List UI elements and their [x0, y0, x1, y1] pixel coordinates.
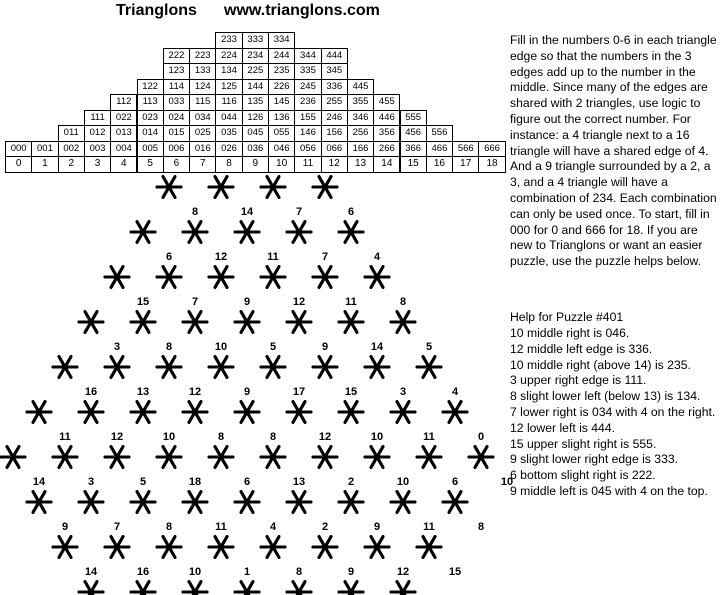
index-cell: 6	[163, 156, 190, 173]
help-item: 8 slight lower left (below 13) is 134.	[510, 389, 701, 404]
triangle-number: 14	[32, 475, 46, 488]
grid-vertex	[313, 357, 337, 378]
combo-cell: 223	[189, 48, 216, 65]
grid-vertex	[183, 582, 207, 595]
grid-vertex	[339, 222, 363, 243]
triangle-number: 9	[347, 565, 355, 578]
triangle-number: 12	[214, 250, 228, 263]
triangle-number: 13	[136, 385, 150, 398]
index-cell: 5	[137, 156, 164, 173]
help-item: 7 lower right is 034 with 4 on the right.	[510, 404, 716, 419]
triangle-number: 9	[373, 520, 381, 533]
triangle-number: 15	[344, 385, 358, 398]
triangle-number: 10	[396, 475, 410, 488]
triangle-number: 10	[188, 565, 202, 578]
combo-cell: 346	[347, 110, 374, 127]
index-cell: 2	[58, 156, 85, 173]
triangle-numbers	[33, 206, 513, 595]
grid-vertex	[287, 492, 311, 513]
grid-vertex	[131, 582, 155, 595]
combo-cell: 444	[321, 48, 348, 65]
triangle-number: 14	[370, 340, 384, 353]
grid-vertex	[365, 267, 389, 288]
combo-cell: 036	[242, 141, 269, 158]
triangle-number: 4	[373, 250, 381, 263]
grid-vertex	[287, 222, 311, 243]
grid-vertex	[469, 447, 493, 468]
grid-vertex	[209, 357, 233, 378]
combo-cell: 255	[321, 94, 348, 111]
grid-vertex	[131, 222, 155, 243]
combo-cell: 246	[321, 110, 348, 127]
combo-cell: 333	[242, 32, 269, 49]
grid-vertex	[131, 312, 155, 333]
combo-cell: 145	[268, 94, 295, 111]
combo-cell: 003	[84, 141, 111, 158]
triangle-number: 7	[113, 520, 121, 533]
triangle-number: 7	[191, 295, 199, 308]
help-item: 15 upper slight right is 555.	[510, 436, 657, 451]
triangle-number: 11	[267, 250, 279, 263]
index-cell: 0	[5, 156, 32, 173]
triangle-number: 14	[240, 205, 254, 218]
grid-vertex	[339, 312, 363, 333]
triangle-number: 10	[214, 340, 228, 353]
grid-vertex	[105, 357, 129, 378]
combo-cell: 125	[215, 79, 242, 96]
grid-vertex	[287, 312, 311, 333]
combo-cell: 001	[31, 141, 58, 158]
grid-vertex	[235, 312, 259, 333]
combo-cell: 234	[242, 48, 269, 65]
grid-vertex	[209, 447, 233, 468]
combo-cell: 236	[294, 94, 321, 111]
help-item: 9 slight lower right edge is 333.	[510, 452, 679, 467]
combo-cell: 144	[242, 79, 269, 96]
index-cell: 18	[478, 156, 505, 173]
triangle-number: 8	[295, 565, 303, 578]
index-cell: 8	[215, 156, 242, 173]
combo-cell: 056	[294, 141, 321, 158]
triangle-number: 16	[136, 565, 150, 578]
combo-cell: 244	[268, 48, 295, 65]
grid-vertex	[235, 492, 259, 513]
triangle-number: 5	[269, 340, 277, 353]
index-cell: 12	[321, 156, 348, 173]
combo-cell: 016	[189, 141, 216, 158]
combo-cell: 116	[215, 94, 242, 111]
combo-cell: 035	[215, 125, 242, 142]
grid-vertex	[235, 582, 259, 595]
triangle-number: 12	[292, 295, 306, 308]
combination-table	[0, 0, 500, 180]
triangle-number: 9	[321, 340, 329, 353]
grid-vertex	[131, 492, 155, 513]
grid-vertex	[365, 447, 389, 468]
grid-vertex	[183, 402, 207, 423]
combo-cell: 055	[268, 125, 295, 142]
combo-cell: 566	[452, 141, 479, 158]
grid-vertex	[339, 582, 363, 595]
combo-cell: 235	[268, 63, 295, 80]
combo-cell: 456	[400, 125, 427, 142]
combo-cell: 166	[347, 141, 374, 158]
grid-vertex	[287, 582, 311, 595]
combo-cell: 006	[163, 141, 190, 158]
grid-vertex	[183, 222, 207, 243]
triangle-number: 5	[425, 340, 433, 353]
grid-vertex	[157, 357, 181, 378]
combo-cell: 111	[84, 110, 111, 127]
grid-vertex	[261, 447, 285, 468]
combo-cell: 156	[321, 125, 348, 142]
combo-cell: 004	[110, 141, 137, 158]
combo-cell: 123	[163, 63, 190, 80]
grid-vertex	[365, 357, 389, 378]
triangle-number: 12	[396, 565, 410, 578]
combo-cell: 122	[137, 79, 164, 96]
combo-cell: 124	[189, 79, 216, 96]
triangle-number: 8	[399, 295, 407, 308]
combo-cell: 455	[373, 94, 400, 111]
triangle-number: 11	[345, 295, 357, 308]
grid-vertex	[183, 312, 207, 333]
triangle-number: 12	[188, 385, 202, 398]
grid-vertex	[235, 402, 259, 423]
grid-vertex	[391, 402, 415, 423]
grid-vertex	[157, 537, 181, 558]
grid-vertex	[157, 267, 181, 288]
combo-cell: 045	[242, 125, 269, 142]
combo-cell: 023	[137, 110, 164, 127]
combo-cell: 224	[215, 48, 242, 65]
combo-cell: 002	[58, 141, 85, 158]
triangle-number: 3	[113, 340, 121, 353]
grid-vertex	[27, 402, 51, 423]
triangle-number: 5	[139, 475, 147, 488]
combo-cell: 133	[189, 63, 216, 80]
triangle-number: 18	[188, 475, 202, 488]
help-item: 6 bottom slight right is 222.	[510, 468, 656, 483]
triangle-number: 9	[61, 520, 69, 533]
combo-cell: 356	[373, 125, 400, 142]
triangle-number: 8	[217, 430, 225, 443]
triangle-number: 8	[477, 520, 485, 533]
grid-vertex	[313, 177, 337, 198]
combo-cell: 366	[400, 141, 427, 158]
combo-cell: 134	[215, 63, 242, 80]
combo-cell: 256	[347, 125, 374, 142]
combo-cell: 556	[426, 125, 453, 142]
grid-vertex	[53, 537, 77, 558]
index-cell: 7	[189, 156, 216, 173]
combo-cell: 066	[321, 141, 348, 158]
index-cell: 14	[373, 156, 400, 173]
combo-cell: 222	[163, 48, 190, 65]
triangle-number: 11	[423, 430, 435, 443]
combo-cell: 046	[268, 141, 295, 158]
combo-cell: 666	[478, 141, 505, 158]
help-title: Help for Puzzle #401	[510, 310, 624, 324]
grid-vertex	[1, 447, 25, 468]
combo-cell: 146	[294, 125, 321, 142]
index-cell: 4	[110, 156, 137, 173]
combo-cell: 446	[373, 110, 400, 127]
combo-cell: 014	[137, 125, 164, 142]
combo-cell: 011	[58, 125, 85, 142]
help-item: 10 middle right is 046.	[510, 326, 630, 340]
game-title: Trianglons	[116, 2, 197, 19]
combo-cell: 013	[110, 125, 137, 142]
combo-cell: 033	[163, 94, 190, 111]
triangle-number: 3	[399, 385, 407, 398]
triangle-number: 15	[136, 295, 150, 308]
grid-vertex	[417, 537, 441, 558]
combo-cell: 113	[137, 94, 164, 111]
combo-cell: 334	[268, 32, 295, 49]
help-item: 12 lower left is 444.	[510, 420, 616, 435]
grid-vertex	[209, 177, 233, 198]
help-item: 10 middle right (above 14) is 235.	[510, 357, 691, 372]
triangle-number: 7	[321, 250, 329, 263]
grid-vertex	[79, 582, 103, 595]
grid-vertex	[313, 267, 337, 288]
grid-vertex	[443, 492, 467, 513]
grid-vertex	[27, 492, 51, 513]
combo-cell: 000	[5, 141, 32, 158]
grid-vertex	[79, 402, 103, 423]
combo-cell: 335	[294, 63, 321, 80]
combo-cell: 336	[321, 79, 348, 96]
triangle-number: 8	[165, 520, 173, 533]
grid-vertex	[261, 267, 285, 288]
grid-vertex	[131, 402, 155, 423]
triangle-number: 15	[448, 565, 462, 578]
triangle-number: 2	[321, 520, 329, 533]
triangle-number: 0	[477, 430, 485, 443]
combo-cell: 136	[268, 110, 295, 127]
index-cell: 9	[242, 156, 269, 173]
grid-vertex	[417, 447, 441, 468]
triangle-number: 12	[110, 430, 124, 443]
triangle-number: 6	[165, 250, 173, 263]
grid-vertex	[53, 447, 77, 468]
grid-vertex	[53, 357, 77, 378]
triangle-number: 2	[347, 475, 355, 488]
help-list	[510, 326, 721, 500]
grid-vertex	[209, 537, 233, 558]
grid-vertex	[79, 492, 103, 513]
combo-cell: 015	[163, 125, 190, 142]
grid-vertex	[157, 177, 181, 198]
grid-vertex	[261, 177, 285, 198]
combo-cell: 135	[242, 94, 269, 111]
combo-cell: 126	[242, 110, 269, 127]
triangle-number: 10	[500, 475, 514, 488]
grid-vertex	[157, 447, 181, 468]
combo-cell: 226	[268, 79, 295, 96]
site-url: www.trianglons.com	[224, 2, 380, 19]
combo-cell: 245	[294, 79, 321, 96]
grid-vertex	[365, 537, 389, 558]
grid-vertex	[261, 537, 285, 558]
triangle-number: 1	[243, 565, 251, 578]
combo-cell: 114	[163, 79, 190, 96]
combo-cell: 445	[347, 79, 374, 96]
triangle-number: 11	[423, 520, 435, 533]
triangle-number: 10	[370, 430, 384, 443]
grid-vertex	[313, 447, 337, 468]
grid-vertex	[105, 447, 129, 468]
triangle-number: 13	[292, 475, 306, 488]
triangle-number: 12	[318, 430, 332, 443]
combo-cell: 112	[110, 94, 137, 111]
grid-vertex	[339, 492, 363, 513]
combo-cell: 034	[189, 110, 216, 127]
instructions-text: Fill in the numbers 0-6 in each triangle edge so that the numbers in the 3 edges add up to the number in the middle. Since many of the edges are shared with 2 triangles, use logic to figure out the correct number. For instance: a 4 triangle next to a 16 triangle will have a shared edge of 4. And a 9 triangle surrounded by a 2, a 3, and a 4 triangle will have a combination of 234. Each combination can only be used once. To start, fill in 000 for 0 and 666 for 18. If you are new to Trianglons or want an easier puzzle, use the puzzle helps below.	[510, 33, 717, 269]
help-item: 9 middle left is 045 with 4 on the top.	[510, 483, 708, 498]
combo-cell: 022	[110, 110, 137, 127]
combo-cell: 345	[321, 63, 348, 80]
triangle-number: 10	[162, 430, 176, 443]
triangle-number: 17	[292, 385, 306, 398]
grid-vertex	[261, 357, 285, 378]
triangle-number: 6	[243, 475, 251, 488]
grid-vertex	[391, 492, 415, 513]
help-item: 3 upper right edge is 111.	[510, 373, 647, 388]
combo-cell: 225	[242, 63, 269, 80]
grid-vertex	[79, 312, 103, 333]
triangle-number: 8	[165, 340, 173, 353]
combo-cell: 012	[84, 125, 111, 142]
triangle-number: 9	[243, 385, 251, 398]
triangle-number: 3	[87, 475, 95, 488]
index-cell: 3	[84, 156, 111, 173]
combo-cell: 024	[163, 110, 190, 127]
combo-cell: 044	[215, 110, 242, 127]
grid-vertex	[417, 357, 441, 378]
grid-vertex	[443, 402, 467, 423]
grid-vertex	[339, 402, 363, 423]
index-cell: 16	[426, 156, 453, 173]
grid-vertex	[105, 537, 129, 558]
triangle-number: 8	[191, 205, 199, 218]
index-cell: 15	[400, 156, 427, 173]
puzzle-grid	[0, 175, 514, 595]
triangle-number: 14	[84, 565, 98, 578]
help-item: 12 middle left edge is 336.	[510, 341, 653, 356]
combo-cell: 355	[347, 94, 374, 111]
triangle-number: 16	[84, 385, 98, 398]
combo-cell: 115	[189, 94, 216, 111]
combo-cell: 025	[189, 125, 216, 142]
triangle-number: 7	[295, 205, 303, 218]
grid-vertex	[391, 312, 415, 333]
grid-vertex	[105, 267, 129, 288]
index-cell: 13	[347, 156, 374, 173]
grid-vertex	[287, 402, 311, 423]
triangle-number: 9	[243, 295, 251, 308]
grid-vertex	[183, 492, 207, 513]
triangle-number: 6	[347, 205, 355, 218]
index-cell: 17	[452, 156, 479, 173]
combo-cell: 233	[215, 32, 242, 49]
grid-vertex	[235, 222, 259, 243]
triangle-number: 8	[269, 430, 277, 443]
combo-cell: 266	[373, 141, 400, 158]
index-cell: 10	[268, 156, 295, 173]
combo-cell: 344	[294, 48, 321, 65]
combo-cell: 005	[137, 141, 164, 158]
index-cell: 11	[294, 156, 321, 173]
triangle-number: 4	[451, 385, 459, 398]
triangle-number: 11	[215, 520, 227, 533]
combo-cell: 155	[294, 110, 321, 127]
combo-cell: 026	[215, 141, 242, 158]
grid-vertex	[391, 582, 415, 595]
index-cell: 1	[31, 156, 58, 173]
triangle-number: 11	[59, 430, 71, 443]
grid-vertex	[209, 267, 233, 288]
combo-cell: 555	[400, 110, 427, 127]
triangle-number: 4	[269, 520, 277, 533]
grid-vertex	[313, 537, 337, 558]
combo-cell: 466	[426, 141, 453, 158]
triangle-number: 6	[451, 475, 459, 488]
